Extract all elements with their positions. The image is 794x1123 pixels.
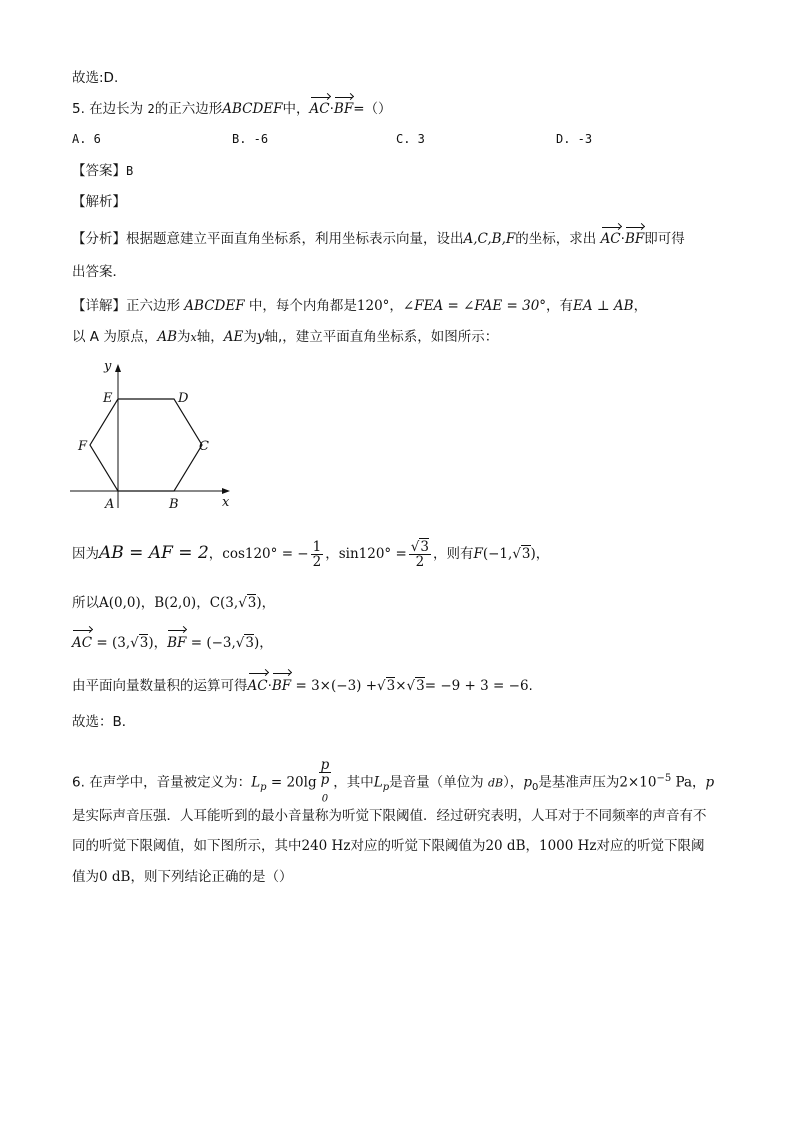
frac-half-num: 1: [312, 538, 322, 555]
sol-l4-sqrt1: √3: [377, 678, 396, 694]
q6-number: 6.: [72, 774, 85, 791]
question-5-stem: [72, 99, 392, 119]
sol-vector-bf: BF: [167, 632, 186, 654]
q6-frac-den-sub: 0: [321, 793, 329, 805]
q6-frac-den: [319, 773, 332, 807]
q6-240hz: 240 Hz: [301, 838, 351, 854]
sol-l2-c: ，: [196, 595, 210, 611]
fenxi-vector-ac: AC: [600, 231, 621, 247]
xiangjie-text-2: 中，每个内角都是: [248, 298, 357, 314]
q6-t6: ，: [692, 774, 706, 791]
sol-bf-b: ): [253, 635, 260, 651]
answer-line: [72, 161, 133, 181]
xiangjie-text-5: ，: [633, 298, 648, 314]
xiangjie-l2-a: 以 A 为原点，: [72, 329, 158, 345]
sol-l4-radicand1: 3: [386, 678, 396, 694]
xiangjie-text-1: 正六边形: [126, 298, 180, 314]
xiangjie-y-axis: y: [256, 329, 265, 345]
q6-val-unit: Pa: [675, 774, 693, 791]
xiangjie-l2-c: 轴，: [196, 329, 224, 345]
q6-frac-num: p: [320, 757, 330, 773]
sol-vector-ac: AC: [72, 632, 92, 654]
hexagon-coordinate-figure: [68, 356, 238, 512]
sol-l4-sqrt2: √3: [406, 678, 425, 694]
q6-l3-b: 对应的听觉下限阈值为: [350, 838, 486, 854]
fenxi-tag: 【分析】: [72, 231, 126, 247]
q6-1000hz: 1000 Hz: [539, 838, 597, 854]
q6-l3-c: ，: [525, 838, 539, 854]
sol-l1-b: ，: [208, 546, 223, 562]
point-c-radicand: 3: [247, 595, 257, 611]
xiangjie-angle: 120°: [356, 298, 390, 314]
label-d: D: [178, 391, 189, 406]
sol-ac-radicand: 3: [139, 635, 149, 651]
q5-text-b: 的正六边形: [154, 101, 223, 117]
sol-l1-e: ，: [535, 546, 550, 562]
xiangjie-x-axis: x: [190, 331, 197, 344]
sol-f-radicand: 3: [521, 546, 531, 562]
sol4-dot: ·: [267, 678, 272, 694]
q6-t5: 是基准声压为: [538, 774, 620, 791]
label-x: x: [222, 495, 230, 510]
solution-line-2: [72, 592, 275, 614]
option-b[interactable]: B. -6: [232, 132, 269, 146]
xiangjie-l2-e: 轴,，建立平面直角坐标系，如图所示：: [264, 329, 499, 345]
answer-tag: 【答案】: [72, 163, 126, 179]
q5-text-c: 中，: [282, 101, 310, 117]
sol-f-a: (−1,: [482, 546, 513, 562]
sol-bf-radicand: 3: [245, 635, 254, 651]
q6-l4-b: ，则下列结论正确的是（）: [130, 869, 293, 885]
sol4-vector-ac: AC: [248, 675, 268, 697]
final-choice: 故选：B．: [72, 714, 136, 730]
sol-cos: cos120° = −: [222, 546, 309, 562]
frac-sqrt-num: √3: [410, 538, 429, 555]
q6-l4-a: 值为: [72, 869, 99, 885]
q5-hexagon: ABCDEF: [222, 101, 283, 117]
question-6-line-4: [72, 867, 292, 887]
sol-ab-af: AB = AF = 2: [99, 543, 209, 563]
x-axis-arrow: [222, 488, 230, 494]
xiangjie-l2-d: 为: [243, 329, 257, 345]
q5-side: 2: [147, 102, 155, 116]
sol4-vector-bf: BF: [272, 675, 291, 697]
y-axis-arrow: [115, 364, 121, 372]
sol-l1-d: ，则有: [432, 546, 474, 562]
vector-bf: BF: [333, 101, 354, 117]
q6-val: 2×10: [619, 774, 657, 791]
sol-ac-a: = (3,: [96, 635, 131, 651]
q6-lp2-sub: p: [382, 782, 390, 794]
q6-l3-d: 对应的听觉下限阈: [596, 838, 705, 854]
q6-lp-sub: p: [260, 782, 267, 794]
q6-frac-den-p: p: [320, 772, 330, 788]
sol-l4-mid: ×: [395, 678, 407, 694]
xiangjie-text-4: ，有: [546, 298, 574, 314]
sol-bf-sqrt: √3: [235, 635, 254, 651]
sol-ac-b: ): [148, 635, 154, 651]
q6-p0: p: [523, 774, 532, 791]
fenxi-line-2: 出答案．: [72, 264, 126, 280]
xiangjie-l2-b: 为: [177, 329, 191, 345]
fenxi-text-2: 的坐标，求出: [515, 231, 597, 247]
q6-t3: 是音量（单位为: [389, 774, 484, 791]
question-6-line-3: [72, 836, 705, 856]
sol-l3-end: ，: [259, 635, 273, 651]
answer-value: B: [126, 164, 134, 178]
fenxi-line-1: [72, 229, 685, 249]
point-a: A(0,0): [99, 595, 141, 611]
sol-f-sqrt: √3: [512, 546, 531, 562]
sol-f-name: F: [473, 546, 483, 562]
point-c-b: ): [256, 595, 262, 611]
hexagon-shape: [90, 399, 202, 491]
q6-exp: −5: [656, 772, 672, 784]
label-y: y: [104, 359, 112, 374]
point-c-a: C(3,: [209, 595, 239, 611]
fenxi-vector-bf: BF: [624, 231, 645, 247]
sol-l2-a: 所以: [72, 595, 99, 611]
q5-text-end: =（）: [353, 101, 392, 117]
solution-line-3: [72, 632, 273, 654]
sol-sin: sin120° =: [338, 546, 407, 562]
q6-t2: ，其中: [333, 774, 374, 791]
solution-line-1: [72, 539, 549, 569]
sol-ac-sqrt: √3: [130, 635, 149, 651]
xiangjie-hexagon: ABCDEF: [184, 298, 245, 314]
sol-l4-a: 由平面向量数量积的运算可得: [72, 678, 248, 694]
analysis-tag: 【解析】: [72, 194, 126, 210]
label-e: E: [103, 391, 113, 406]
sol-l3-sep: ，: [153, 635, 168, 651]
xiangjie-text-3: ，: [389, 298, 403, 314]
option-a[interactable]: A. 6: [72, 132, 101, 146]
option-c[interactable]: C. 3: [396, 132, 425, 146]
xiangjie-ae: AE: [223, 329, 244, 345]
sol-l4-eq-b: = −9 + 3 = −6: [424, 678, 529, 694]
fenxi-dot: ·: [620, 231, 625, 247]
q6-0db: 0 dB: [99, 869, 131, 885]
xiangjie-perp: EA ⊥ AB: [573, 298, 634, 314]
frac-sqrt-den: 2: [415, 553, 425, 570]
fenxi-text-1: 根据题意建立平面直角坐标系，利用坐标表示向量，设出: [126, 231, 464, 247]
sol-l4-radicand2: 3: [416, 678, 425, 694]
q6-p0-sub: 0: [531, 782, 539, 794]
q6-lp: L: [251, 774, 261, 791]
sol-l4-end: .: [528, 678, 533, 694]
sol-f-c: ): [530, 546, 536, 562]
label-a: A: [105, 497, 115, 512]
q5-number: 5.: [72, 101, 85, 117]
vector-ac: AC: [309, 101, 330, 117]
sol-l2-d: ，: [261, 595, 276, 611]
option-d[interactable]: D. -3: [556, 132, 593, 146]
label-c: C: [199, 439, 209, 454]
q6-unit: dB: [487, 776, 504, 790]
q6-eq: = 20lg: [270, 774, 317, 791]
xiangjie-ab: AB: [157, 329, 177, 345]
label-b: B: [169, 497, 179, 512]
sol-l4-eq-a: = 3×(−3) +: [295, 678, 378, 694]
fraction-one-half: [311, 540, 324, 569]
sol-l1-c: ，: [325, 546, 339, 562]
q5-dot: ·: [329, 101, 334, 117]
sol-l2-b: ，: [140, 595, 155, 611]
q6-l3-a: 同的听觉下限阈值，如下图所示，其中: [72, 838, 302, 854]
q6-p-var: p: [705, 774, 715, 791]
fenxi-text-3: 即可得: [644, 231, 685, 247]
xiangjie-line-1: [72, 296, 647, 316]
question-6-line-1: [72, 758, 714, 807]
q6-t1: 在声学中，音量被定义为：: [89, 774, 252, 791]
sol-bf-a: = (−3,: [190, 635, 236, 651]
q6-20db: 20 dB: [485, 838, 526, 854]
question-6-line-2: 是实际声音压强．人耳能听到的最小音量称为听觉下限阈值．经过研究表明，人耳对于不同频率的声音有不: [72, 808, 707, 824]
solution-line-4: [72, 675, 533, 697]
q6-fraction: [319, 758, 332, 807]
label-f: F: [78, 439, 88, 454]
xiangjie-tag: 【详解】: [72, 298, 126, 314]
previous-answer-line: 故选:D.: [72, 70, 119, 86]
sol-l1-a: 因为: [72, 546, 99, 562]
fenxi-points: A,C,B,F: [463, 231, 516, 247]
q6-lp2: L: [373, 774, 383, 791]
xiangjie-line-2: [72, 327, 498, 348]
q6-t4: ），: [503, 774, 524, 791]
xiangjie-angles-eq: ∠FEA = ∠FAE = 30°: [402, 298, 547, 314]
point-b: B(2,0): [154, 595, 197, 611]
frac-half-den: 2: [312, 553, 322, 570]
frac-sqrt-radicand: 3: [420, 538, 429, 555]
fraction-sqrt3-half: [409, 540, 431, 569]
q5-text-a: 在边长为: [89, 101, 144, 117]
point-c-sqrt: √3: [238, 595, 257, 611]
